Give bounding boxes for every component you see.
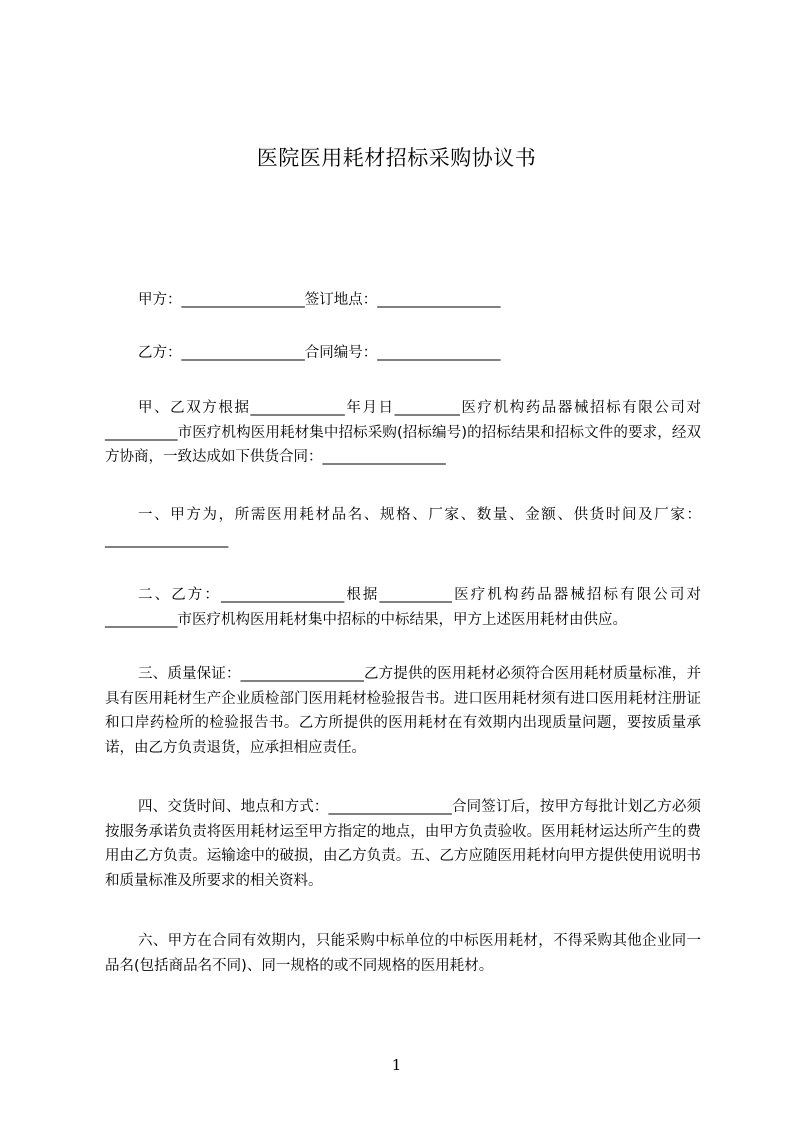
document-title: 医院医用耗材招标采购协议书 bbox=[256, 146, 537, 170]
paragraph-clause-6: 六、甲方在合同有效期内，只能采购中标单位的中标医用耗材，不得采购其他企业同一品名(包括商品名不同)、同一规格的或不同规格的医用耗材。 bbox=[105, 933, 701, 974]
party-a-line: 甲方：_________________签订地点：_________________ bbox=[138, 292, 501, 308]
paragraph-clause-3: 三、质量保证：_________________乙方提供的医用耗材必须符合医用耗材质量标准，并具有医用耗材生产企业质检部门医用耗材检验报告书。进口医用耗材须有进口医用耗材注册证和口岸药检所的检验报告书。乙方所提供的医用耗材在有效期内出现质量问题，要按质量承诺，由乙方负责退货，应承担相应责任。 bbox=[105, 666, 701, 756]
paragraph-intro: 甲、乙双方根据_____________年月日_________医疗机构药品器械招标有限公司对__________市医疗机构医用耗材集中招标采购(招标编号)的招标结果和招标文件的要求，经双方协商，一致达成如下供货合同：_________________ bbox=[105, 400, 701, 465]
paragraph-clause-1: 一、甲方为，所需医用耗材品名、规格、厂家、数量、金额、供货时间及厂家：_________________ bbox=[105, 507, 701, 548]
paragraph-clause-4-5: 四、交货时间、地点和方式：_________________合同签订后，按甲方每批计划乙方必须按服务承诺负责将医用耗材运至甲方指定的地点，由甲方负责验收。医用耗材运达所产生的费用由乙方负责。运输途中的破损，由乙方负责。五、乙方应随医用耗材向甲方提供使用说明书和质量标准及所要求的相关资料。 bbox=[105, 799, 701, 889]
page-number: 1 bbox=[391, 1056, 402, 1074]
paragraph-clause-2: 二、乙方：_________________根据__________医疗机构药品器械招标有限公司对__________市医疗机构医用耗材集中招标的中标结果，甲方上述医用耗材由供应。 bbox=[105, 587, 701, 628]
party-b-line: 乙方：_________________合同编号：_________________ bbox=[138, 345, 501, 361]
